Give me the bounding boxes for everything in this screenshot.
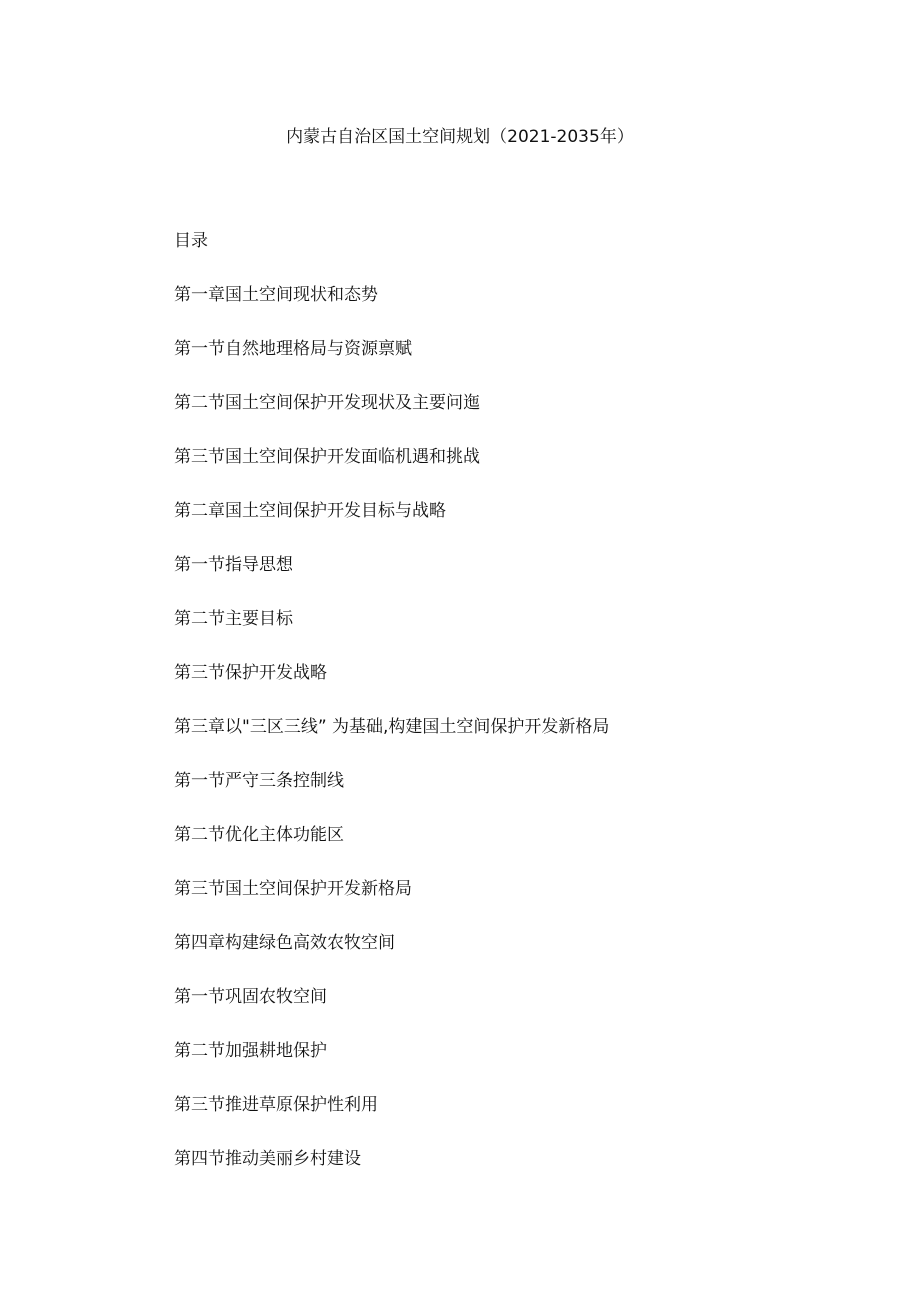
toc-section-4-2: 第二节加强耕地保护 xyxy=(174,1041,327,1061)
toc-heading: 目录 xyxy=(174,231,208,251)
toc-section-2-1: 第一节指导思想 xyxy=(174,555,293,575)
toc-section-4-4: 第四节推动美丽乡村建设 xyxy=(174,1149,361,1169)
document-title: 内蒙古自治区国土空间规划（2021-2035年） xyxy=(286,127,634,147)
toc-chapter-3: 第三章以"三区三线” 为基础,构建国土空间保护开发新格局 xyxy=(174,717,610,737)
toc-chapter-4: 第四章构建绿色高效农牧空间 xyxy=(174,933,395,953)
toc-section-3-3: 第三节国土空间保护开发新格局 xyxy=(174,879,412,899)
toc-chapter-1: 第一章国土空间现状和态势 xyxy=(174,285,378,305)
toc-section-3-1: 第一节严守三条控制线 xyxy=(174,771,344,791)
toc-section-3-2: 第二节优化主体功能区 xyxy=(174,825,344,845)
toc-section-2-3: 第三节保护开发战略 xyxy=(174,663,327,683)
toc-section-4-3: 第三节推进草原保护性利用 xyxy=(174,1095,378,1115)
toc-section-1-2: 第二节国土空间保护开发现状及主要问迤 xyxy=(174,393,480,413)
toc-section-1-3: 第三节国土空间保护开发面临机遇和挑战 xyxy=(174,447,480,467)
toc-section-4-1: 第一节巩固农牧空间 xyxy=(174,987,327,1007)
toc-chapter-2: 第二章国土空间保护开发目标与战略 xyxy=(174,501,446,521)
toc-section-2-2: 第二节主要目标 xyxy=(174,609,293,629)
toc-section-1-1: 第一节自然地理格局与资源禀赋 xyxy=(174,339,412,359)
